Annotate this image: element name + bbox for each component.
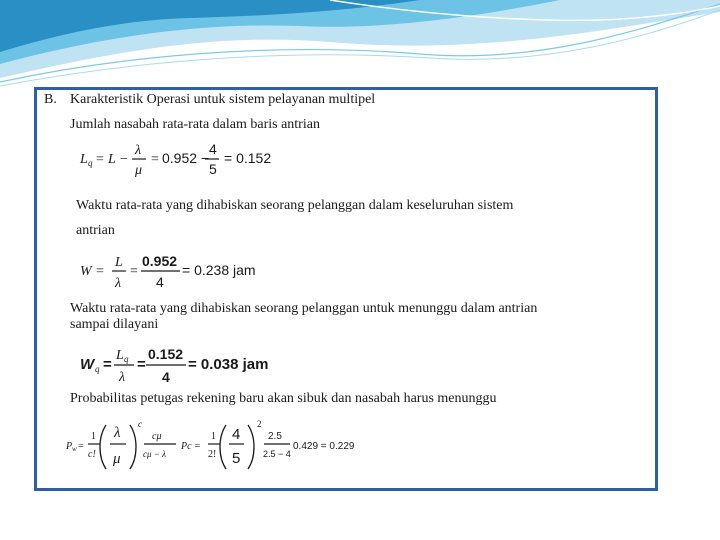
svg-text:0.152: 0.152 bbox=[148, 346, 184, 362]
svg-text:2.5: 2.5 bbox=[268, 431, 282, 442]
item-2-label-line2: antrian bbox=[76, 223, 115, 238]
svg-text:2!: 2! bbox=[208, 449, 217, 460]
svg-text:=: = bbox=[103, 356, 112, 373]
section-number: B. bbox=[44, 92, 57, 107]
svg-text:μ: μ bbox=[113, 451, 121, 467]
svg-text:c: c bbox=[138, 419, 142, 429]
section-heading: Karakteristik Operasi untuk sistem pelayanan multipel bbox=[70, 92, 376, 107]
svg-text:=: = bbox=[96, 152, 104, 167]
svg-text:= 0.238 jam: = 0.238 jam bbox=[182, 262, 256, 278]
item-4-label: Probabilitas petugas rekening baru akan sibuk dan nasabah harus menunggu bbox=[70, 391, 497, 406]
svg-text:4: 4 bbox=[162, 369, 170, 385]
svg-text:L: L bbox=[115, 255, 123, 270]
svg-text:=: = bbox=[78, 441, 84, 452]
svg-text:cμ: cμ bbox=[152, 431, 162, 442]
svg-text:P: P bbox=[66, 441, 73, 452]
svg-text:q: q bbox=[95, 364, 100, 374]
svg-text:= 0.038 jam: = 0.038 jam bbox=[188, 356, 269, 373]
svg-text:4: 4 bbox=[156, 274, 164, 290]
formula-lq bbox=[78, 140, 288, 185]
svg-text:λ: λ bbox=[114, 425, 121, 441]
item-1-label: Jumlah nasabah rata-rata dalam baris antrian bbox=[70, 117, 320, 132]
svg-text:μ: μ bbox=[135, 163, 143, 178]
svg-text:0.952 −: 0.952 − bbox=[162, 150, 210, 166]
svg-text:5: 5 bbox=[232, 450, 241, 467]
svg-text:4: 4 bbox=[232, 426, 241, 443]
svg-text:q: q bbox=[124, 354, 129, 364]
svg-text:=: = bbox=[151, 152, 159, 167]
svg-text:1: 1 bbox=[91, 431, 96, 442]
svg-text:2: 2 bbox=[257, 419, 262, 429]
svg-text:λ: λ bbox=[119, 370, 126, 385]
svg-text:0.952: 0.952 bbox=[142, 253, 178, 269]
svg-text:W =: W = bbox=[80, 264, 105, 279]
svg-text:λ: λ bbox=[115, 276, 122, 291]
svg-text:q: q bbox=[88, 158, 93, 168]
svg-text:Pc =: Pc = bbox=[181, 441, 201, 452]
item-3-label-line1: Waktu rata-rata yang dihabiskan seorang pelanggan untuk menunggu dalam antrian bbox=[70, 301, 538, 316]
svg-text:c!: c! bbox=[88, 449, 96, 460]
svg-text:4: 4 bbox=[209, 141, 217, 157]
svg-text:=: = bbox=[137, 356, 146, 373]
svg-text:L: L bbox=[116, 348, 124, 363]
svg-text:=: = bbox=[130, 264, 138, 279]
formula-lq-expr: L − bbox=[108, 152, 129, 167]
formula-pw bbox=[64, 417, 364, 480]
item-3-label-line2: sampai dilayani bbox=[70, 317, 159, 332]
svg-text:cμ − λ: cμ − λ bbox=[143, 449, 166, 459]
svg-text:λ: λ bbox=[135, 143, 142, 158]
formula-wq bbox=[78, 345, 288, 392]
svg-text:= 0.152: = 0.152 bbox=[224, 150, 272, 166]
formula-w bbox=[78, 252, 278, 297]
svg-text:W: W bbox=[80, 356, 95, 373]
svg-text:2.5 − 4: 2.5 − 4 bbox=[263, 449, 291, 459]
svg-text:1: 1 bbox=[211, 431, 216, 442]
item-2-label-line1: Waktu rata-rata yang dihabiskan seorang pelanggan dalam keseluruhan sistem bbox=[76, 198, 514, 213]
svg-text:5: 5 bbox=[209, 161, 217, 177]
svg-text:0.429 = 0.229: 0.429 = 0.229 bbox=[293, 441, 355, 452]
svg-text:w: w bbox=[72, 445, 77, 453]
header-wave-decoration bbox=[0, 0, 720, 90]
svg-text:L: L bbox=[80, 152, 88, 167]
